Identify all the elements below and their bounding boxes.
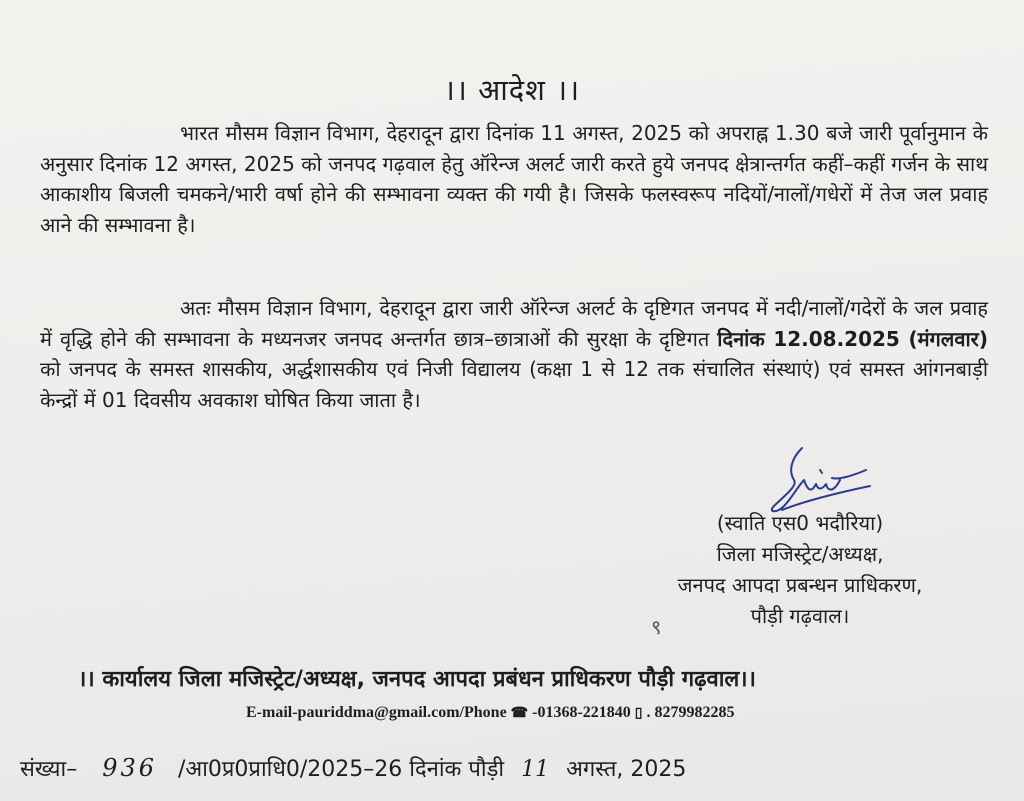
reference-label: संख्या– bbox=[20, 757, 78, 782]
signatory-place: पौड़ी गढ़वाल। bbox=[750, 604, 850, 628]
holiday-date: दिनांक 12.08.2025 (मंगलवार) bbox=[717, 326, 988, 351]
reference-number: 936 bbox=[102, 754, 158, 782]
signatory-name: (स्वाति एस0 भदौरिया) bbox=[716, 511, 884, 535]
mobile-phone-icon: ▯ bbox=[634, 705, 643, 721]
order-paragraph-2-start: अतः मौसम विज्ञान विभाग, देहरादून द्वारा जारी ऑरेन्ज अलर्ट के दृष्टिगत जनपद में नदी/नालों/गदेरों के जल प्रवाह में वृद्धि होने की सम्भावना के मध्यनजर जनपद अन्तर्गत छात्र–छात्राओं की सुरक्षा के दृष्टिगत bbox=[40, 296, 988, 351]
mobile-number: . 8279982285 bbox=[646, 704, 735, 721]
email-text: E-mail-pauriddma@gmail.com/Phone bbox=[246, 704, 507, 721]
signatory-designation: जिला मजिस्ट्रेट/अध्यक्ष, bbox=[716, 542, 884, 566]
landline-number: -01368-221840 bbox=[532, 704, 631, 721]
office-footer: ।। कार्यालय जिला मजिस्ट्रेट/अध्यक्ष, जनपद आपदा प्रबंधन प्राधिकरण पौड़ी गढ़वाल।। bbox=[78, 667, 756, 692]
contact-line bbox=[246, 704, 735, 722]
phone-icon: ☎ bbox=[510, 705, 529, 721]
signatory-block bbox=[620, 508, 980, 632]
document-title: ।। आदेश ।। bbox=[443, 73, 581, 107]
order-paragraph-2 bbox=[40, 293, 988, 415]
reference-month-year: अगस्त, 2025 bbox=[566, 757, 687, 782]
order-paragraph-2-end: को जनपद के समस्त शासकीय, अर्द्धशासकीय एवं निजी विद्यालय (कक्षा 1 से 12 तक संचालित संस्थाएं) एवं समस्त आंगनबाड़ी केन्द्रों में 01 दिवसीय अवकाश घोषित किया जाता है। bbox=[40, 357, 988, 412]
reference-day: 11 bbox=[521, 757, 550, 782]
order-paragraph-1: भारत मौसम विज्ञान विभाग, देहरादून द्वारा दिनांक 11 अगस्त, 2025 को अपराह्न 1.30 बजे जारी पूर्वानुमान के अनुसार दिनांक 12 अगस्त, 2025 को जनपद गढ़वाल हेतु ऑरेन्ज अलर्ट जारी करते हुये जनपद क्षेत्रान्तर्गत कहीं–कहीं गर्जन के साथ आकाशीय बिजली चमकने/भारी वर्षा होने की सम्भावना व्यक्त की गयी है। जिसके फलस्वरूप नदियों/नालों/गधेरों में तेज जल प्रवाह आने की सम्भावना है। bbox=[40, 121, 988, 237]
reference-code: /आ0प्र0प्राधि0/2025–26 दिनांक पौड़ी bbox=[178, 757, 505, 782]
reference-line bbox=[20, 753, 686, 783]
handwritten-mark: ९ bbox=[651, 615, 662, 639]
signatory-authority: जनपद आपदा प्रबन्धन प्राधिकरण, bbox=[677, 573, 923, 597]
